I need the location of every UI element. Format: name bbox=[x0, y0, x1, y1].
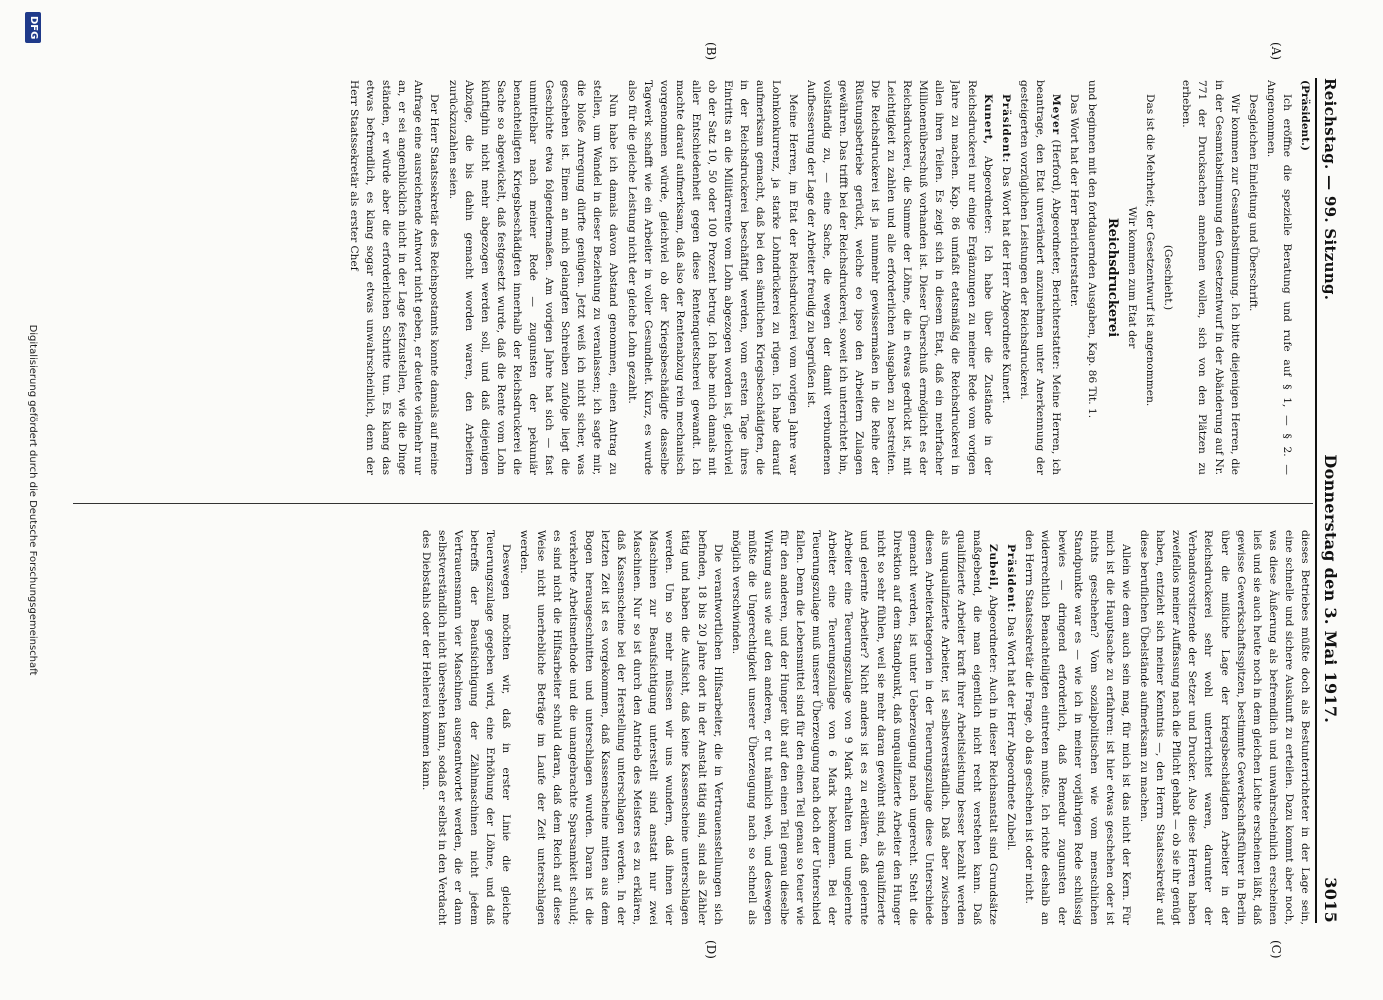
speech-text: Abgeordneter: Ich habe über die Zustände in der Reichsdruckerei nur einige Ergänzungen zu meiner Rede vom vorigen Jahre zu machen. Kap. 86 umfaßt etatsmäßig die Reichsdruckerei in allen ihren Teilen. Es zeigt sich in diesem Etat, daß ein mehrfacher Millionenüberschuß vorhanden ist. Dieser Überschuß ermöglicht es der Reichsdruckerei, die Summe der Löhne, die in etwas gedrückt ist, mit Leichtigkeit zu zahlen und alle erforderlichen Ausgaben zu bestreiten. Die Reichsdruckerei ist ja nunmehr gewissermaßen in die Reihe der Rüstungsbetriebe gerückt, welche eo ipso den Arbeitern Zulagen gewähren. Das trifft bei der Reichsdruckerei, soweit ich unterrichtet bin, vollständig zu, — eine Sache, die wegen der damit verbundenen Aufbesserung der Lage der Arbeiter freudig zu begrüßen ist. bbox=[804, 80, 994, 475]
president-label: (Präsident.) bbox=[1299, 80, 1311, 151]
speech-zubeil bbox=[728, 530, 1002, 925]
paragraph: Das ist die Mehrheit; der Gesetzentwurf ist angenommen. bbox=[1144, 94, 1157, 407]
margin-mark-a: (A) bbox=[1269, 42, 1283, 61]
paragraph: Der Herr Staatssekretär des Reichspostamts konnte damals auf meine Anfrage eine ausreichende Antwort nicht geben, er deutete vielmehr nur an, er sei angenblicklich nicht in der Lage festzustellen, wie die Dinge ständen, er würde aber die erforderlichen Schritte tun. Es klang das etwas befremdlich, es klang sogar etwas unwahrscheinlich, denn der Herr Staatssekretär als erster Chef bbox=[348, 80, 441, 475]
speech-text: Das Wort hat der Herr Abgeordnete Kunert. bbox=[999, 166, 1012, 404]
speech-text: (Herford), Abgeordneter, Berichterstatter: Meine Herren, ich beantrage, den Etat unverändert anzunehmen unter Anerkennung der gesteigerten vorzüglichen Leistungen der Reichsdruckerei. bbox=[1017, 80, 1063, 475]
paragraph: Allein wie dem auch sein mag, für mich ist das nicht der Kern. Für mich ist die Hauptsache zu erfahren: ist hier etwas geschehen oder ist nichts geschehen? Vom sozialpolitischen wie vom menschlichen Standpunkte war es — wie ich in meiner vorjährigen Rede schlüssig bewies — dringend erforderlich, daß Remedur zugunsten der widerrechtlich Benachteiligten eintreten mußte. Ich richte deshalb an den Herrn Staatssekretär die Frage, ob das geschehen ist oder nicht. bbox=[1023, 530, 1132, 925]
stage-direction: (Geschieht.) bbox=[1162, 244, 1175, 311]
speech-meyer bbox=[1016, 80, 1064, 475]
dfg-logo: DFG bbox=[25, 12, 41, 43]
section-heading-reichsdruckerei: Reichsdruckerei bbox=[1104, 217, 1120, 338]
paragraph: Wir kommen zur Gesamtabstimmung. Ich bitte diejenigen Herren, die in der Gesamtabstimmung den Gesetzentwurf in der Abänderung auf Nr. 771 der Drucksachen annehmen wollen, sich von den Plätzen zu erheben. bbox=[1180, 80, 1241, 475]
right-text-column bbox=[73, 530, 1313, 925]
page-header bbox=[1315, 78, 1355, 923]
speaker-name: Meyer bbox=[1050, 94, 1063, 135]
paragraph: und beginnen mit den fortdauernden Ausgaben, Kap. 86 Tit. 1. bbox=[1086, 80, 1099, 419]
margin-mark-b: (B) bbox=[704, 42, 718, 61]
paragraph: dieses Betriebes müßte doch als Bestunterrichteter in der Lage sein, eine schnelle und sichere Auskunft zu erteilen. Dazu kommt aber noch, was diese Äußerung als befremdlich und unwahrscheinlich erscheinen ließ und sie auch heute noch in dem gleichen Lichte erscheinen läßt, daß gewisse Gewerkschaftsspitzen, bestimmte Gewerkschaftsführer in Berlin über die mißliche Lage der kriegsbeschädigten Arbeiter in der Reichsdruckerei sehr wohl unterrichtet waren, darunter der Verbandsvorsitzende der Setzer und Drucker. Also diese Herren haben zweifellos meiner Auffassung nach die Pflicht gehabt — ob sie ihr genügt haben, entzieht sich meiner Kenntnis —, den Herrn Staatssekretär auf diese beruflichen Übelstände aufmerksam zu machen. bbox=[1138, 530, 1311, 925]
paragraph: Desgleichen Einleitung und Überschrift. bbox=[1246, 94, 1259, 312]
president-remark bbox=[1003, 530, 1019, 925]
speaker-name: Präsident: bbox=[999, 94, 1012, 164]
page-number: 3015 bbox=[1321, 877, 1340, 923]
paragraph: Deswegen möchten wir, daß in erster Linie die gleiche Teuerungszulage gegeben wird, eine Erhöhung der Löhne, und daß betreffs der Beaufsichtigung der Zählmaschinen nicht jedem Vertrauensmann vier Maschinen ausgeantwortet werden, die er dann selbstverständlich nicht übersehen kann, sodaß er selbst in den Verdacht des Diebstahls oder der Hehlerei kommen kann. bbox=[419, 530, 513, 925]
paragraph: Das Wort hat der Herr Berichterstatter. bbox=[1068, 94, 1081, 308]
speaker-name: Zubeil, bbox=[987, 544, 1000, 591]
margin-mark-d: (D) bbox=[704, 940, 718, 959]
paragraph: Wir kommen zum Etat der bbox=[1126, 206, 1139, 349]
paragraph: Nun habe ich damals davon Abstand genommen, einen Antrag zu stellen, um Wandel in dieser Beziehung zu veranlassen; ich sagte mir, die bloße Anregung dürfte genügen. Jetzt weiß ich nicht sicher, was geschehen ist. Einem an mich gelangten Schreiben zufolge liegt die Geschichte etwa folgendermaßen. Am vorigen Jahre hat sich — fast unmittelbar nach meiner Rede — zugunsten der pekuniär benachteiligten Kriegsbeschädigten innerhalb der Reichsdruckerei die Sache so abgewickelt, daß festgesetzt wurde, daß die Rente vom Lohn künftighin nicht mehr abgezogen werden soll, und daß diejenigen Abzüge, die bis dahin gemacht worden waren, den Arbeitern zurückzuzahlen seien. bbox=[446, 80, 620, 475]
header-session: Reichstag. — 99. Sitzung. bbox=[1321, 78, 1339, 301]
column-divider bbox=[73, 503, 1313, 504]
paragraph: Die verantwortlichen Hilfsarbeiter, die in Vertrauensstellungen sich befinden, 18 bis 20 Jahre dort in der Anstalt tätig sind, sind als Zähler tätig und haben die Aufsicht, daß keine Kassenscheine unterschlagen werden. Um so mehr müssen wir uns wundern, daß ihnen vier Maschinen zur Beaufsichtigung unterstellt sind anstatt nur zwei Maschinen. Nur so ist durch den Antrieb des Meisters es zu erklären, daß Kassenscheine bei der Herstellung unterschlagen werden. In der letzten Zeit ist es vorgekommen, daß Kassenscheine mitten aus dem Bogen herausgeschnitten und unterschlagen wurden. Daran ist die verkehrte Arbeitsmethode und die unangebrachte Sparsamkeit schuld; es sind nicht die Hilfsarbeiter schuld daran, daß dem Reich auf diese Weise nicht unerhebliche Beträge im Laufe der Zeit unterschlagen werden. bbox=[518, 530, 724, 925]
paragraph: Meine Herren, im Etat der Reichsdruckerei vom vorigen Jahre war Lohnkonkurrenz, ja starke Lohndrückerei zu rügen. Ich habe darauf aufmerksam gemacht, daß bei den sämtlichen Kriegsbeschädigten, die in der Reichsdruckerei beschäftigt werden, vom ersten Tage ihres Eintritts an die Militärrente vom Lohn abgezogen worden ist, gleichviel ob der Satz 10, 50 oder 100 Prozent betrug. Ich habe mich damals mit aller Entschiedenheit gegen diese Rentenquetscherei gewandt. Ich machte darauf aufmerksam, daß also der Rentenabzug rein mechanisch vorgenommen würde, gleichviel ob der Kriegsbeschädigte dasselbe Tagwerk schafft wie ein Arbeiter in voller Gesundheit. Kurz, es wurde also für die gleiche Leistung nicht der gleiche Lohn gezahlt. bbox=[625, 80, 799, 475]
paragraph: Ich eröffne die spezielle Beratung und rufe auf § 1, — § 2. — Angenommen. bbox=[1264, 80, 1293, 475]
speech-kunert bbox=[803, 80, 996, 475]
margin-mark-c: (C) bbox=[1269, 940, 1283, 959]
header-date: Donnerstag den 3. Mai 1917. bbox=[1321, 454, 1340, 724]
president-remark bbox=[998, 80, 1014, 475]
speaker-name: Kunert, bbox=[981, 94, 994, 145]
speech-text: Abgeordneter: Auch in dieser Reichsanstalt sind Grundsätze maßgebend, die man eigentlich nicht recht verstehen kann. Daß qualifizierte Arbeiter kraft ihrer Arbeitsleistung besser bezahlt werden als unqualifizierte Arbeiter, ist selbstverständlich. Daß aber zwischen diesen Arbeiterkategorien in der Teuerungszulage diese Unterschiede gemacht werden, ist unter Ueberzeugung nach ungerecht. Steht die Direktion auf dem Standpunkt, daß unqualifizierte Arbeiter den Hunger nicht so sehr fühlen, weil sie mehr daran gewöhnt sind, als qualifizierte und gelernte Arbeiter? Nicht anders ist es zu erklären, daß gelernte Arbeiter eine Teuerungszulage von 9 Mark erhalten und ungelernte Arbeiter eine Teuerungszulage von 6 Mark bekommen. Bei der Teuerungszulage muß unserer Überzeugung nach doch der Unterschied fallen. Denn die Lebensmittel sind für den einen Teil genau so teuer wie für den anderen, und der Hunger übt auf den einen Teil genau dieselbe Wirkung aus wie auf den anderen, er tut nämlich weh, und deswegen müßte die Ungerechtigkeit unserer Überzeugung nach so schnell als möglich verschwinden. bbox=[729, 530, 1000, 925]
left-text-column bbox=[73, 80, 1313, 475]
digitization-note: Digitalisierung gefördert durch die Deutsche Forschungsgemeinschaft bbox=[27, 324, 38, 676]
speech-text: Das Wort hat der Herr Abgeordnete Zubeil. bbox=[1005, 616, 1018, 851]
speaker-name: Präsident: bbox=[1005, 544, 1018, 614]
